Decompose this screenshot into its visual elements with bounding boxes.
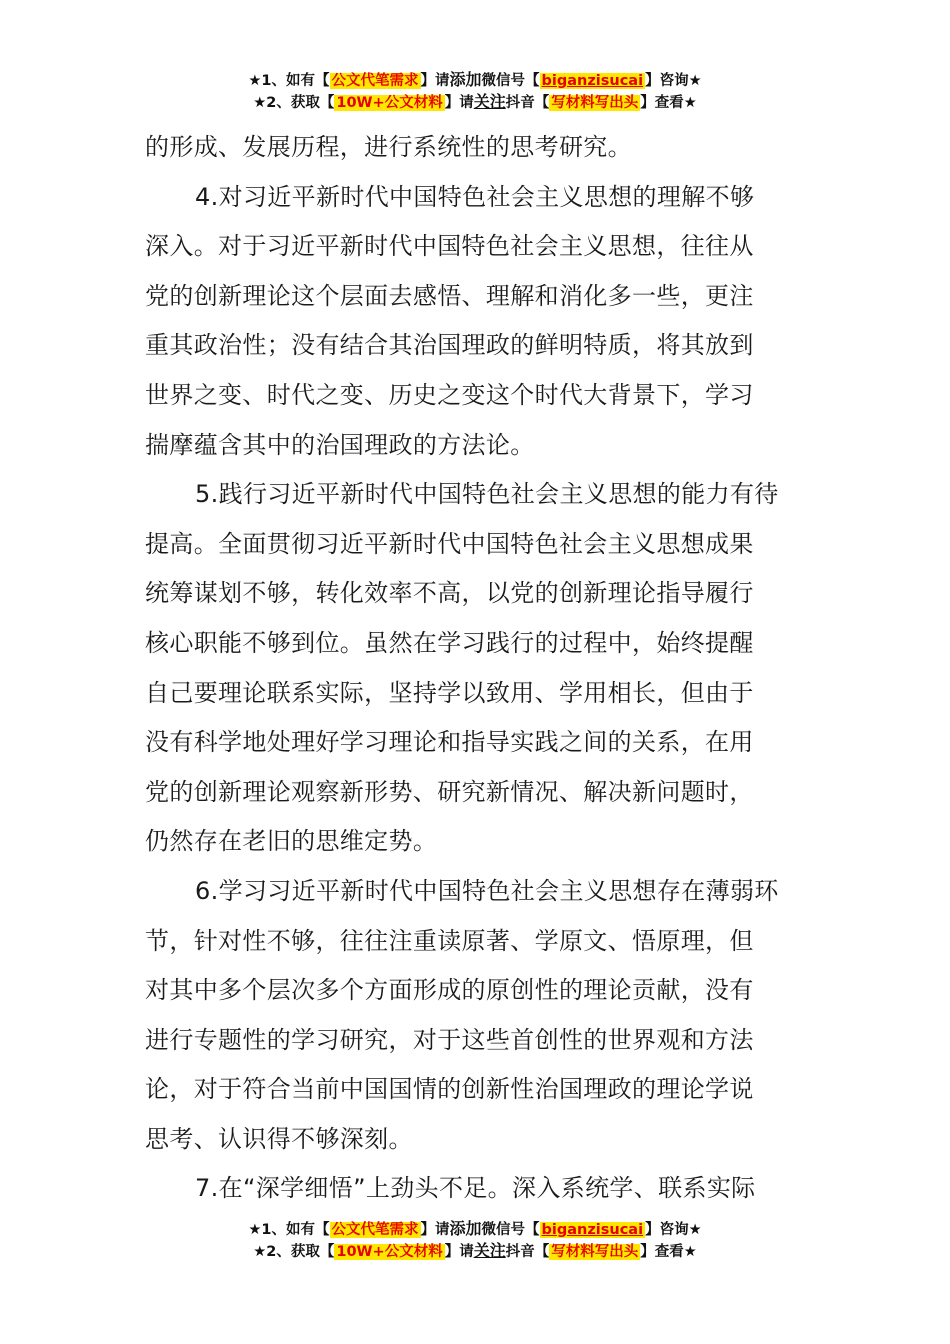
banner-text: 】请 [444,95,474,111]
text-line: 进行专题性的学习研究，对于这些首创性的世界观和方法 [145,1025,754,1054]
banner-text: ★2、获取【 [253,1244,335,1260]
banner-text: ★1、如有【 [248,73,330,89]
text-line: 提高。全面贯彻习近平新时代中国特色社会主义思想成果 [145,529,754,558]
banner-text: 抖音【 [505,95,550,111]
banner-text: 】查看★ [640,95,697,111]
banner-douyin-name: 写材料写出头 [551,95,639,111]
banner-highlight: 公文代笔需求 [331,73,419,89]
banner-wechat-id: biganzisucai [541,1222,644,1238]
text-line: 的形成、发展历程，进行系统性的思考研究。 [145,133,632,161]
text-line: 党的创新理论观察新形势、研究新情况、解决新问题时， [145,777,754,806]
banner-emphasis: 关注 [473,1241,506,1260]
banner-text: 】请 [420,1222,450,1238]
text-line: 重其政治性；没有结合其治国理政的鲜明特质，将其放到 [145,331,754,360]
banner-text: 】请 [420,73,450,89]
text-line: 核心职能不够到位。虽然在学习践行的过程中，始终提醒 [145,628,754,657]
paragraph-7-heading: 7.在“深学细悟”上劲头不足。深入系统学、联系实际 [195,1174,756,1203]
banner-highlight: 10W+公文材料 [336,1244,443,1260]
banner-douyin-name: 写材料写出头 [551,1244,639,1260]
text-line: 思考、认识得不够深刻。 [145,1124,413,1153]
banner-text: 微信号【 [481,73,540,89]
text-line: 节，针对性不够，往往注重读原著、学原文、悟原理，但 [145,926,754,955]
banner-line-2 [0,91,950,113]
text-line: 深入。对于习近平新时代中国特色社会主义思想，往往从 [145,232,754,261]
text-line: 揣摩蕴含其中的治国理政的方法论。 [145,430,535,459]
banner-emphasis: 添加 [449,70,482,89]
text-line: 世界之变、时代之变、历史之变这个时代大背景下，学习 [145,380,754,409]
text-line: 党的创新理论这个层面去感悟、理解和消化多一些，更注 [145,281,754,310]
banner-emphasis: 关注 [473,92,506,111]
paragraph-6-heading: 6.学习习近平新时代中国特色社会主义思想存在薄弱环 [195,876,779,905]
banner-text: ★1、如有【 [248,1222,330,1238]
text-line: 没有科学地处理好学习理论和指导实践之间的关系，在用 [145,728,754,757]
text-line: 仍然存在老旧的思维定势。 [145,827,438,856]
paragraph-4-heading: 4.对习近平新时代中国特色社会主义思想的理解不够 [195,182,755,211]
paragraph-5-heading: 5.践行习近平新时代中国特色社会主义思想的能力有待 [195,480,779,509]
text-line: 自己要理论联系实际，坚持学以致用、学用相长，但由于 [145,678,754,707]
banner-text: 抖音【 [505,1244,550,1260]
banner-text: 微信号【 [481,1222,540,1238]
banner-line-1 [0,1218,950,1240]
banner-wechat-id: biganzisucai [541,73,644,89]
banner-text: 】咨询★ [645,1222,702,1238]
banner-highlight: 公文代笔需求 [331,1222,419,1238]
banner-line-1 [0,69,950,91]
banner-highlight: 10W+公文材料 [336,95,443,111]
header-banner [0,69,950,113]
banner-line-2 [0,1240,950,1262]
banner-text: ★2、获取【 [253,95,335,111]
footer-banner [0,1218,950,1262]
banner-text: 】咨询★ [645,73,702,89]
banner-emphasis: 添加 [449,1219,482,1238]
text-line: 论，对于符合当前中国国情的创新性治国理政的理论学说 [145,1075,754,1104]
text-line: 对其中多个层次多个方面形成的原创性的理论贡献，没有 [145,976,754,1005]
document-body [145,123,807,1214]
banner-text: 】请 [444,1244,474,1260]
banner-text: 】查看★ [640,1244,697,1260]
text-line: 统筹谋划不够，转化效率不高，以党的创新理论指导履行 [145,579,754,608]
